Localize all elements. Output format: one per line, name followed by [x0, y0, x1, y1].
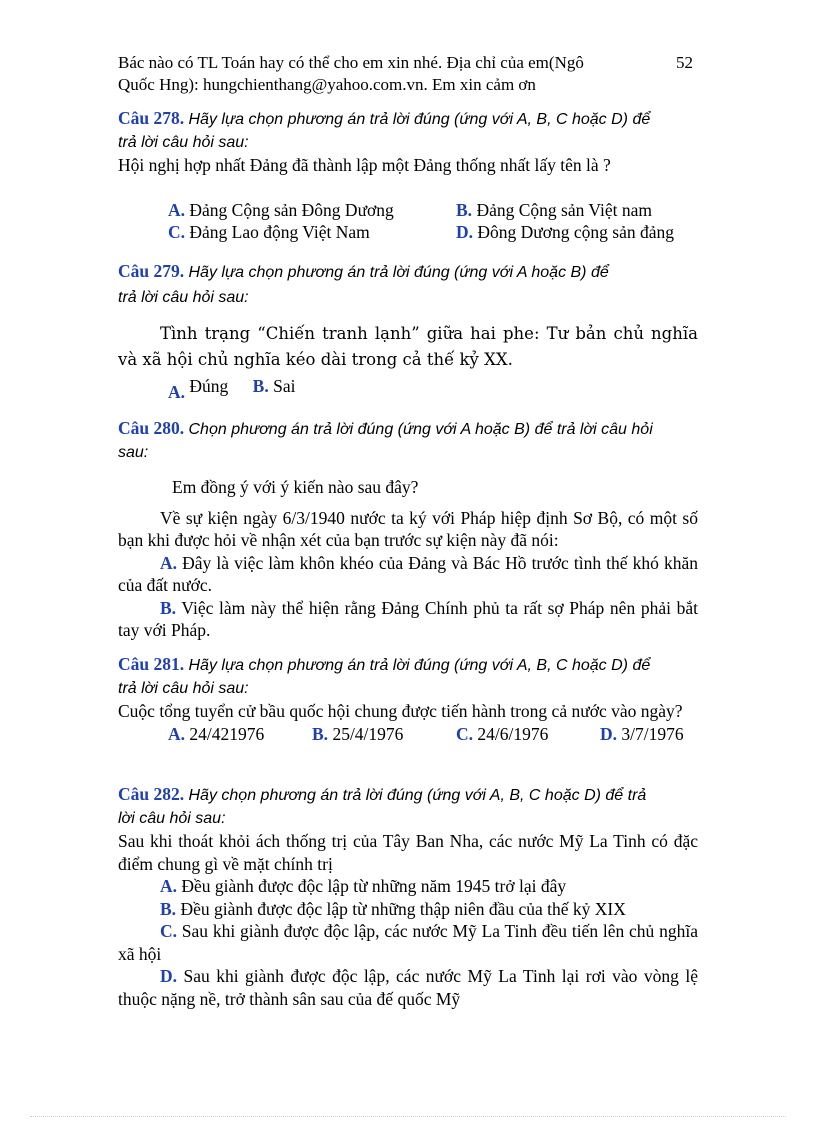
option-a[interactable]: A. Đều giành được độc lập từ những năm 1945 trở lại đây: [160, 876, 567, 896]
option-c[interactable]: C. Sau khi giành được độc lập, các nước Mỹ La Tinh đều tiến lên chủ nghĩa xã hội: [118, 921, 698, 964]
question-282: [118, 783, 698, 1010]
question-instruction-cont: trả lời câu hỏi sau:: [118, 679, 249, 697]
question-280: [118, 417, 698, 642]
option-b[interactable]: B. Việc làm này thể hiện rằng Đảng Chính phủ ta rất sợ Pháp nên phải bắt tay với Pháp.: [118, 597, 698, 640]
statement-text: Tình trạng “Chiến tranh lạnh” giữa hai phe: Tư bản chủ nghĩa và xã hội chủ nghĩa kéo dài trong cả thế kỷ XX.: [118, 324, 698, 369]
option-b[interactable]: B. 25/4/1976: [312, 723, 404, 744]
header-line-2: Quốc Hng): hungchienthang@yahoo.com.vn. Em xin cảm ơn: [118, 75, 536, 94]
context-text: Về sự kiện ngày 6/3/1940 nước ta ký với Pháp hiệp định Sơ Bộ, có một số bạn khi được hỏi về nhận xét của bạn trước sự kiện này đã nói:: [118, 507, 698, 550]
question-text: Cuộc tổng tuyển cử bầu quốc hội chung được tiến hành trong cả nước vào ngày?: [118, 701, 683, 721]
answer-options: [118, 723, 698, 747]
question-instruction: Hãy lựa chọn phương án trả lời đúng (ứng với A, B, C hoặc D) để: [188, 657, 651, 674]
page-bottom-divider: [30, 1116, 786, 1117]
page-header: [118, 52, 638, 96]
question-number: Câu 279.: [118, 261, 185, 281]
option-a[interactable]: A. 24/421976: [168, 723, 265, 744]
option-a[interactable]: A. Đúng: [168, 376, 229, 402]
answer-options: [118, 199, 698, 244]
question-279: [118, 260, 698, 402]
question-instruction-cont: trả lời câu hỏi sau:: [118, 133, 249, 151]
page-number: 52: [676, 53, 693, 72]
question-instruction-cont: trả lời câu hỏi sau:: [118, 288, 249, 306]
question-instruction: Chọn phương án trả lời đúng (ứng với A hoặc B) để trả lời câu hỏi: [188, 421, 653, 438]
option-a[interactable]: A. Đây là việc làm khôn khéo của Đảng và Bác Hồ trước tình thế khó khăn của đất nước.: [118, 552, 698, 595]
question-number: Câu 278.: [118, 108, 185, 128]
question-text: Hội nghị hợp nhất Đảng đã thành lập một Đảng thống nhất lấy tên là ?: [118, 155, 611, 175]
question-instruction: Hãy lựa chọn phương án trả lời đúng (ứng với A, B, C hoặc D) để: [188, 111, 651, 128]
option-a[interactable]: A. Đảng Cộng sản Đông Dương: [168, 199, 394, 220]
question-number: Câu 281.: [118, 654, 185, 674]
question-instruction-cont: lời câu hỏi sau:: [118, 809, 226, 827]
option-d[interactable]: D. 3/7/1976: [600, 723, 684, 744]
header-line-1: Bác nào có TL Toán hay có thể cho em xin nhé. Địa chỉ của em(Ngô: [118, 53, 584, 72]
option-c[interactable]: C. Đảng Lao động Việt Nam: [168, 222, 370, 242]
question-instruction: Hãy lựa chọn phương án trả lời đúng (ứng với A hoặc B) để: [188, 264, 609, 281]
answer-options: [118, 375, 698, 402]
question-278: [118, 107, 698, 244]
option-b[interactable]: B. Đều giành được độc lập từ những thập niên đầu của thế kỷ XIX: [160, 898, 626, 919]
question-instruction: Hãy chọn phương án trả lời đúng (ứng với A, B, C hoặc D) để trả: [188, 787, 647, 804]
question-instruction-cont: sau:: [118, 443, 149, 461]
option-b[interactable]: B. Đảng Cộng sản Việt nam: [456, 199, 652, 220]
option-d[interactable]: D. Đông Dương cộng sản đảng: [456, 222, 675, 242]
option-d[interactable]: D. Sau khi giành được độc lập, các nước Mỹ La Tinh lại rơi vào vòng lệ thuộc nặng nề, trở thành sân sau của đế quốc Mỹ: [118, 966, 698, 1009]
question-number: Câu 280.: [118, 418, 185, 438]
option-c[interactable]: C. 24/6/1976: [456, 723, 549, 744]
option-b[interactable]: B. Sai: [252, 376, 296, 396]
question-text: Sau khi thoát khỏi ách thống trị của Tây Ban Nha, các nước Mỹ La Tinh có đặc điểm chung gì về mặt chính trị: [118, 831, 698, 874]
question-281: [118, 653, 698, 747]
prompt-text: Em đồng ý với ý kiến nào sau đây?: [172, 477, 419, 497]
question-number: Câu 282.: [118, 784, 185, 804]
